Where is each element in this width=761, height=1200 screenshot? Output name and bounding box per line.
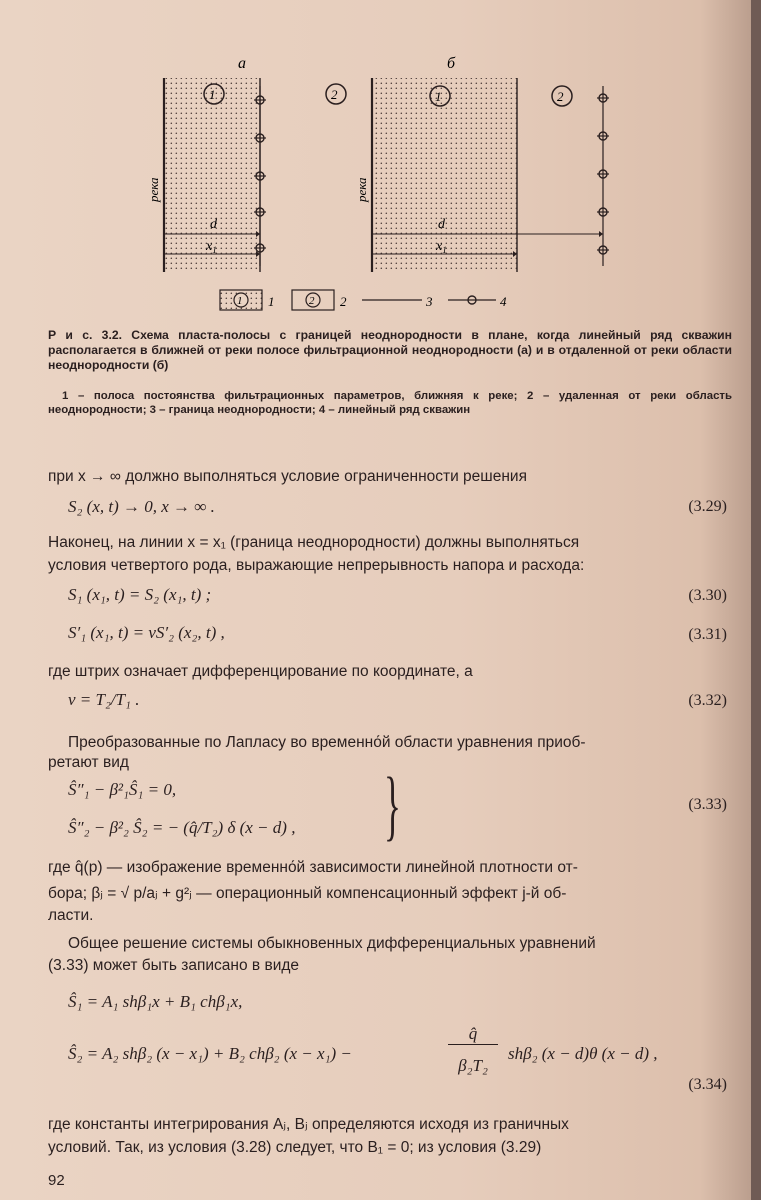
equation-3-30: S₁ (x₁, t) = S₂ (x₁, t) ; <box>68 585 212 604</box>
legend-zone-1 <box>220 290 275 310</box>
text-line: условия четвертого рода, выражающие непрерывность напора и расхода: <box>48 557 585 574</box>
text-line: Наконец, на линии x = x₁ (граница неоднородности) должны выполняться <box>48 534 580 551</box>
legend-zone-2 <box>292 290 347 310</box>
equation-3-33b: Ŝ″₂ − β²₂ Ŝ₂ = − (q̂/T₂) δ (x − d) , <box>68 818 296 837</box>
page-number: 92 <box>48 1172 65 1189</box>
equation-number: (3.32) <box>688 692 727 709</box>
figure-3-2 <box>146 52 620 322</box>
legend-zone-2-mark: 2 <box>309 295 315 307</box>
panel-a <box>146 78 346 272</box>
zone-1-label-a: 1 <box>209 87 216 102</box>
dim-x1-a: $x_1$ <box>206 239 217 255</box>
equation-number: (3.30) <box>688 587 727 604</box>
equation-3-29: S₂ (x, t) → 0, x → ∞ . <box>68 497 215 516</box>
dim-d-b: d <box>438 217 445 232</box>
legend-num-1: 1 <box>268 294 275 309</box>
legend-zone-1-mark: 1 <box>237 295 243 307</box>
equation-number: (3.33) <box>688 796 727 813</box>
dim-x1-b: $x_1$ <box>436 239 447 255</box>
text-line: где константы интегрирования Aⱼ, Bⱼ определяются исходя из граничных <box>48 1116 569 1133</box>
legend-boundary <box>362 294 433 309</box>
panel-a-label: а <box>238 55 246 72</box>
zone-2-marker-a <box>326 84 346 104</box>
legend-wells <box>448 294 507 309</box>
text-line: ретают вид <box>48 754 129 771</box>
legend-num-2: 2 <box>340 294 347 309</box>
dim-d-a: d <box>210 217 217 232</box>
fraction-numerator: q̂ <box>448 1024 498 1045</box>
system-brace: } <box>384 761 401 848</box>
text-line: условий. Так, из условия (3.28) следует, что B₁ = 0; из условия (3.29) <box>48 1139 542 1156</box>
figure-caption: Р и с. 3.2. Схема пласта-полосы с границей неоднородности в плане, когда линейный ряд скважин располагается в ближней от реки полосе фильтрационной неоднородности (а) и в отдаленной от реки области неоднородности (б) <box>48 328 732 372</box>
zone-2-marker-b <box>552 86 572 106</box>
equation-3-34b-left: Ŝ₂ = A₂ shβ₂ (x − x₁) + B₂ chβ₂ (x − x₁) − <box>68 1044 352 1063</box>
legend-num-4: 4 <box>500 294 507 309</box>
fraction-denominator: β₂T₂ <box>458 1056 488 1075</box>
text-line: где штрих означает дифференцирование по координате, а <box>48 663 473 680</box>
equation-3-33a: Ŝ″₁ − β²₁Ŝ₁ = 0, <box>68 780 177 799</box>
zone-2-label-b: 2 <box>557 89 564 104</box>
text-line: Преобразованные по Лапласу во временно́й области уравнения приоб- <box>68 734 586 751</box>
equation-3-31: S′₁ (x₁, t) = νS′₂ (x₂, t) , <box>68 623 225 642</box>
equation-number: (3.34) <box>688 1076 727 1093</box>
zone-2-label-a: 2 <box>331 87 338 102</box>
river-label-b: река <box>354 177 369 202</box>
text-line: (3.33) может быть записано в виде <box>48 957 300 974</box>
equation-3-34b-right: shβ₂ (x − d)θ (x − d) , <box>508 1044 658 1063</box>
zone-1-label-b: 1 <box>435 89 442 104</box>
text-line: где q̂(p) — изображение временно́й зависимости линейной плотности от- <box>48 859 578 876</box>
river-label-a: река <box>146 177 161 202</box>
text-line: бора; βⱼ = √ p/aⱼ + g²ⱼ — операционный компенсационный эффект j-й об- <box>48 885 567 902</box>
figure-legend <box>220 290 507 310</box>
equation-number: (3.31) <box>688 626 727 643</box>
equation-3-32: ν = T₂/T₁ . <box>68 690 140 709</box>
panel-b-label: б <box>447 55 456 72</box>
text-line: ласти. <box>48 907 94 924</box>
page-edge <box>751 0 761 1200</box>
text-line: при x → ∞ должно выполняться условие ограниченности решения <box>48 468 527 485</box>
well-row-b <box>597 86 609 266</box>
text-line: Общее решение системы обыкновенных дифференциальных уравнений <box>68 935 596 952</box>
legend-num-3: 3 <box>426 294 433 309</box>
figure-caption-legend: 1 – полоса постоянства фильтрационных параметров, ближняя к реке; 2 – удаленная от реки область неоднородности; 3 – граница неоднородности; 4 – линейный ряд скважин <box>48 390 732 416</box>
equation-number: (3.29) <box>688 498 727 515</box>
panel-b <box>354 78 609 272</box>
equation-3-34a: Ŝ₁ = A₁ shβ₁x + B₁ chβ₁x, <box>68 992 243 1011</box>
